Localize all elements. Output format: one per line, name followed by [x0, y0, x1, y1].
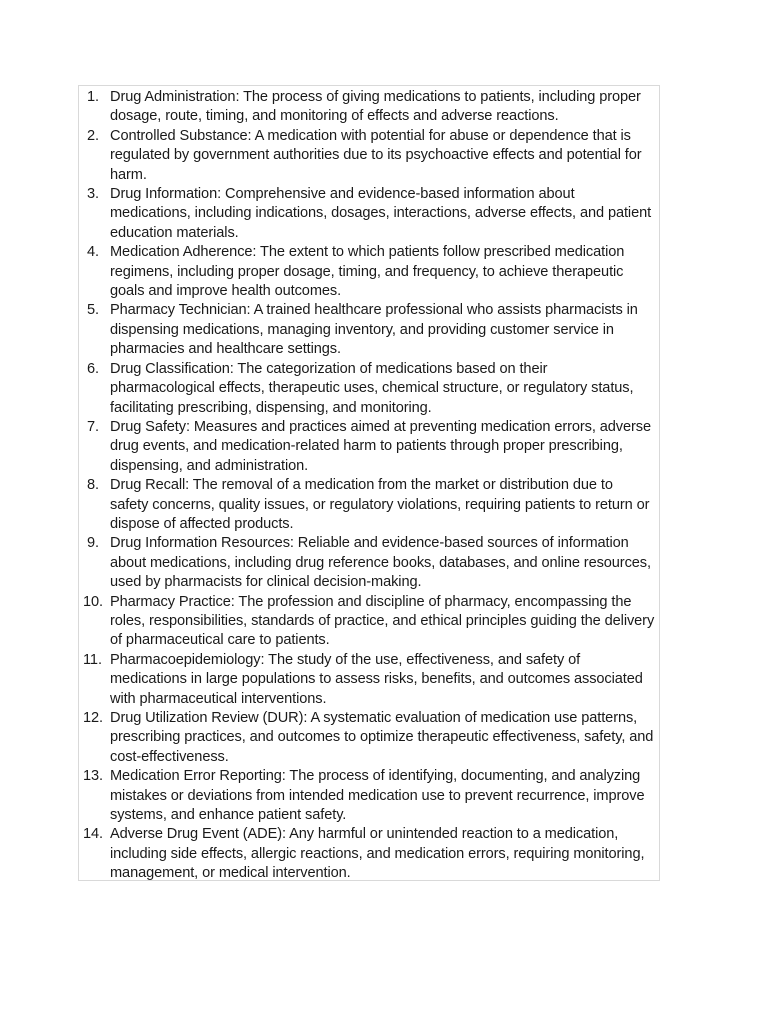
item-text: Medication Adherence: The extent to which patients follow prescribed medication regimens, including proper dosage, timing, and frequency, to achieve therapeutic goals and improve health outcomes.	[110, 244, 625, 300]
list-item	[83, 651, 655, 709]
list-item	[83, 593, 655, 651]
item-text: Pharmacy Technician: A trained healthcare professional who assists pharmacists in dispensing medications, managing inventory, and providing customer service in pharmacies and healthcare settings.	[110, 302, 638, 358]
list-item	[83, 418, 655, 476]
item-text: Drug Administration: The process of giving medications to patients, including proper dosage, route, timing, and monitoring of effects and adverse reactions.	[110, 89, 641, 125]
item-text: Drug Classification: The categorization of medications based on their pharmacological effects, therapeutic uses, chemical structure, or regulatory status, facilitating prescribing, dispensing, and monitoring.	[110, 360, 634, 416]
list-item	[83, 534, 655, 592]
item-text: Pharmacoepidemiology: The study of the use, effectiveness, and safety of medications in large populations to assess risks, benefits, and outcomes associated with pharmaceutical interventions.	[110, 651, 643, 707]
item-number: 7.	[87, 418, 99, 435]
list-item	[83, 825, 655, 883]
item-number: 9.	[87, 535, 99, 552]
definitions-list	[83, 88, 655, 884]
list-item	[83, 185, 655, 243]
item-text: Medication Error Reporting: The process of identifying, documenting, and analyzing mistakes or deviations from intended medication use to prevent recurrence, improve systems, and enhance patient safety.	[110, 768, 645, 824]
definitions-box	[78, 85, 660, 881]
item-number: 1.	[87, 89, 99, 105]
item-text: Drug Utilization Review (DUR): A systematic evaluation of medication use patterns, prescribing practices, and outcomes to optimize therapeutic effectiveness, safety, and cost-effectiveness.	[110, 710, 654, 765]
item-text: Controlled Substance: A medication with potential for abuse or dependence that is regulated by government authorities due to its psychoactive effects and potential for harm.	[110, 127, 642, 183]
list-item	[83, 243, 655, 301]
item-number: 12.	[83, 710, 103, 726]
item-number: 13.	[83, 768, 103, 785]
item-text: Pharmacy Practice: The profession and discipline of pharmacy, encompassing the roles, responsibilities, standards of practice, and ethical principles guiding the delivery of pharmaceutical care to patients.	[110, 593, 655, 649]
item-text: Drug Safety: Measures and practices aimed at preventing medication errors, adverse drug events, and medication-related harm to patients through proper prescribing, dispensing, and administration.	[110, 418, 651, 474]
item-number: 4.	[87, 244, 99, 261]
list-item	[83, 360, 655, 418]
list-item	[83, 88, 655, 127]
list-item	[83, 767, 655, 825]
item-number: 11.	[83, 651, 102, 668]
item-text: Drug Information: Comprehensive and evidence-based information about medications, including indications, dosages, interactions, adverse effects, and patient education materials.	[110, 186, 652, 241]
item-text: Adverse Drug Event (ADE): Any harmful or unintended reaction to a medication, including side effects, allergic reactions, and medication errors, requiring monitoring, management, or medical intervention.	[110, 826, 645, 882]
list-item	[83, 301, 655, 359]
item-number: 10.	[83, 593, 103, 610]
list-item	[83, 127, 655, 185]
list-item	[83, 476, 655, 534]
list-item	[83, 709, 655, 767]
item-number: 8.	[87, 477, 99, 494]
item-number: 6.	[87, 360, 99, 377]
item-text: Drug Information Resources: Reliable and evidence-based sources of information about medications, including drug reference books, databases, and online resources, used by pharmacists for clinical decision-making.	[110, 535, 651, 591]
item-number: 2.	[87, 127, 99, 144]
item-number: 5.	[87, 302, 99, 319]
item-number: 3.	[87, 186, 99, 203]
item-number: 14.	[83, 826, 103, 843]
item-text: Drug Recall: The removal of a medication from the market or distribution due to safety concerns, quality issues, or regulatory violations, requiring patients to return or dispose of affected products.	[110, 477, 650, 532]
